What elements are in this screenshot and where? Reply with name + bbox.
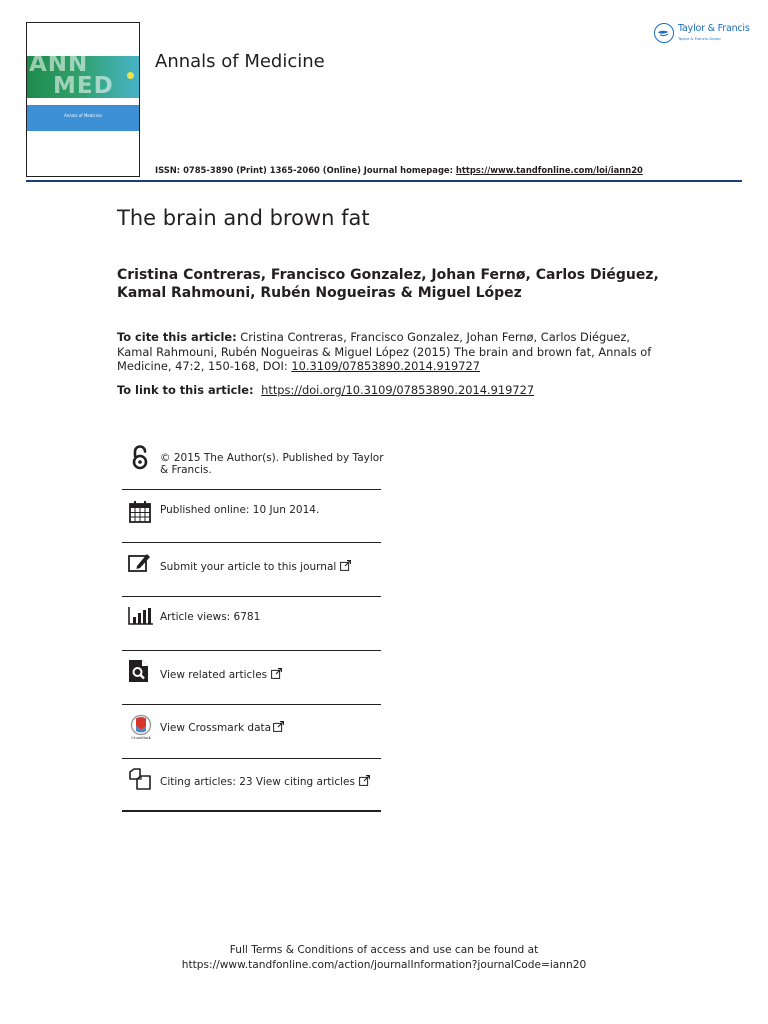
list-item-citing[interactable]	[122, 759, 381, 812]
journal-cover-image	[26, 22, 140, 177]
citing-articles-link[interactable]	[160, 775, 385, 788]
list-item-license	[122, 437, 384, 490]
publisher-name: Taylor & Francis	[678, 23, 750, 34]
citing-articles-label: Citing articles: 23 View citing articles	[160, 776, 355, 788]
header-divider	[26, 180, 742, 182]
article-doi-link[interactable]: https://doi.org/10.3109/07853890.2014.919727	[261, 383, 535, 397]
citation-text: Cristina Contreras, Francisco Gonzalez, Johan Fernø, Carlos Diéguez, Kamal Rahmouni, Rubén Nogueiras & Miguel López (2015) The brain and brown fat, Annals of Medicine, 47:2, 150-168, DOI:	[117, 330, 652, 374]
article-title: The brain and brown fat	[117, 206, 370, 230]
journal-homepage-link[interactable]: https://www.tandfonline.com/loi/iann20	[455, 165, 643, 175]
citing-articles-icon	[128, 768, 152, 792]
citation-label: To cite this article:	[117, 330, 237, 344]
list-item-submit[interactable]	[122, 543, 381, 597]
bar-chart-icon	[128, 606, 152, 630]
issn-line	[155, 165, 643, 175]
edit-icon	[128, 552, 152, 576]
submit-article-label: Submit your article to this journal	[160, 561, 337, 573]
cover-subtitle: Annals of Medicine	[64, 113, 102, 118]
footer-terms-url[interactable]: https://www.tandfonline.com/action/journalInformation?journalCode=iann20	[181, 958, 587, 971]
issn-text: ISSN: 0785-3890 (Print) 1365-2060 (Online) Journal homepage:	[155, 165, 456, 175]
related-articles-label: View related articles	[160, 669, 268, 681]
journal-title: Annals of Medicine	[155, 51, 325, 72]
license-text: © 2015 The Author(s). Published by Taylor & Francis.	[160, 452, 384, 476]
crossmark-link[interactable]	[160, 721, 385, 734]
external-link-icon	[340, 560, 351, 571]
article-link-line	[117, 383, 534, 397]
article-authors: Cristina Contreras, Francisco Gonzalez, Johan Fernø, Carlos Diéguez, Kamal Rahmouni, Rubén Nogueiras & Miguel López	[117, 267, 659, 301]
list-item-related[interactable]	[122, 651, 381, 705]
article-info-list	[122, 437, 384, 812]
publisher-group: Taylor & Francis Group	[678, 36, 721, 41]
link-label: To link to this article:	[117, 383, 258, 397]
taylor-francis-logo[interactable]	[654, 22, 748, 48]
cover-ann-text: ANN	[29, 51, 89, 77]
publisher-logo-icon	[654, 23, 674, 43]
calendar-icon	[128, 500, 152, 524]
cover-med-text: MED	[53, 73, 114, 99]
submit-article-link[interactable]	[160, 560, 385, 573]
crossmark-label: View Crossmark data	[160, 722, 272, 734]
list-item-crossmark[interactable]	[122, 705, 381, 759]
crossmark-caption: CrossMark	[131, 736, 151, 740]
footer-line-1: Full Terms & Conditions of access and use can be found at	[229, 944, 539, 956]
footer-terms	[0, 943, 768, 972]
citation-block	[117, 330, 657, 374]
related-articles-link[interactable]	[160, 668, 385, 681]
external-link-icon	[359, 775, 370, 786]
open-access-icon	[128, 445, 152, 469]
crossmark-icon	[128, 714, 154, 742]
list-item-views	[122, 597, 381, 651]
published-date-text: Published online: 10 Jun 2014.	[160, 504, 320, 516]
external-link-icon	[273, 721, 284, 732]
cover-blue-band	[27, 105, 139, 131]
search-document-icon	[128, 659, 152, 683]
list-item-published	[122, 490, 381, 543]
external-link-icon	[271, 668, 282, 679]
citation-doi-link[interactable]: 10.3109/07853890.2014.919727	[291, 359, 480, 374]
article-views-text: Article views: 6781	[160, 611, 261, 623]
cover-dot	[127, 72, 134, 79]
